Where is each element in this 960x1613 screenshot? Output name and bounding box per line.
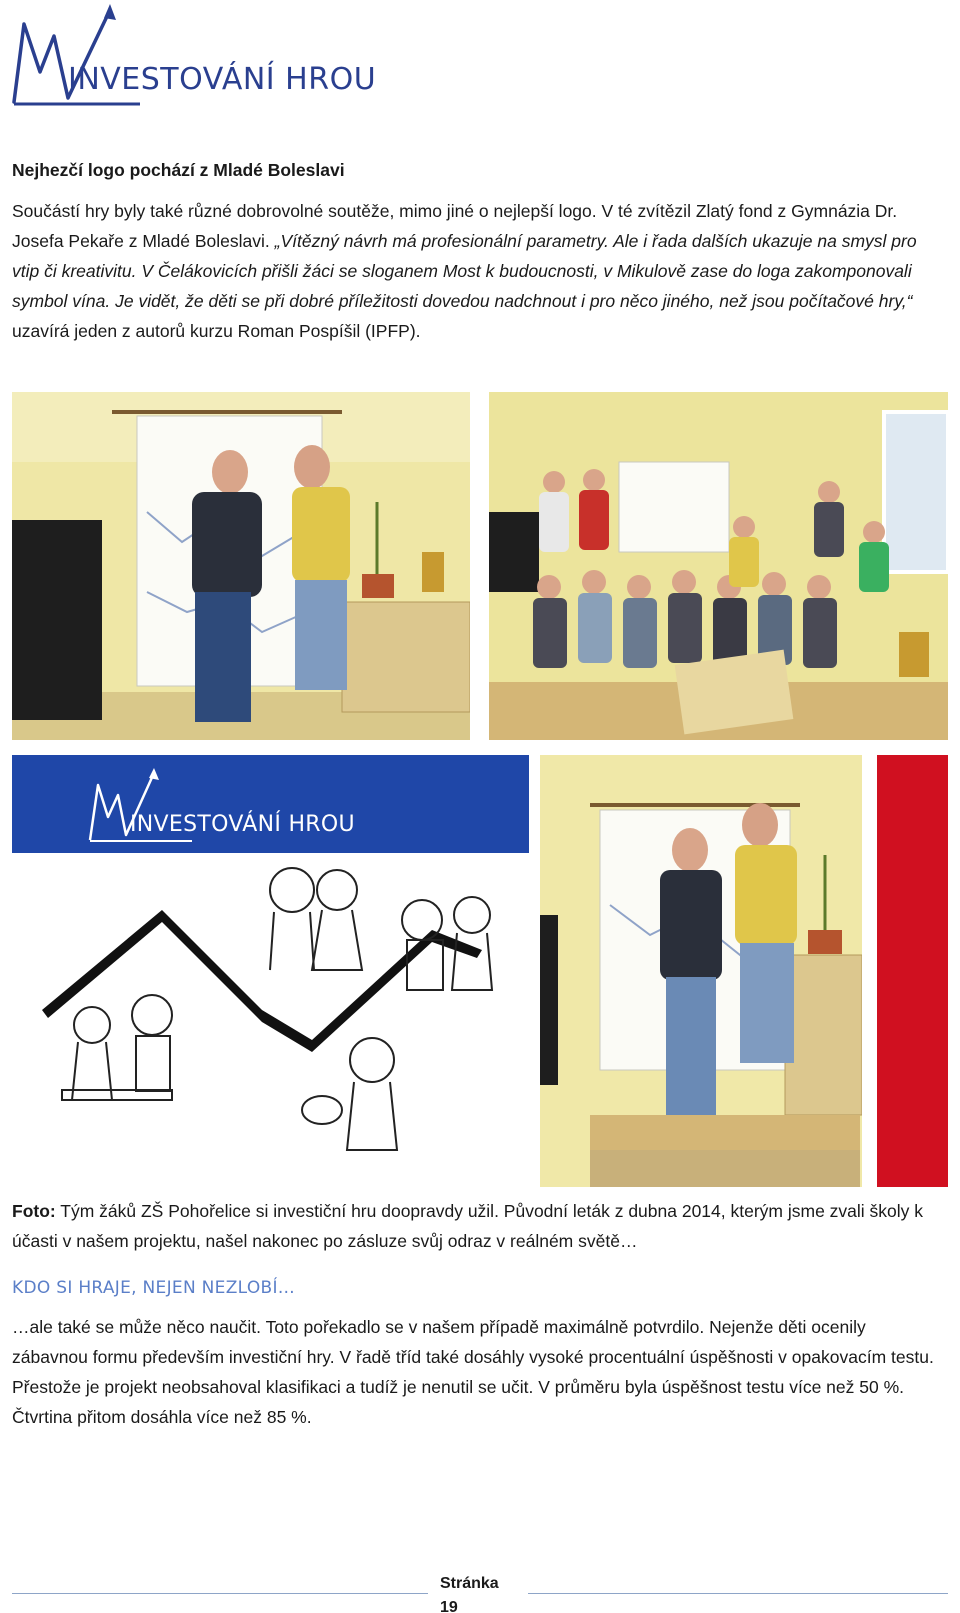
- photo-class-group: [489, 392, 948, 740]
- caption-label: Foto:: [12, 1201, 56, 1221]
- page-label: Stránka: [440, 1575, 499, 1592]
- logo-text: INVESTOVÁNÍ HROU: [68, 62, 377, 97]
- page-number: [440, 1572, 520, 1613]
- flyer-cartoon-illustration: [12, 860, 529, 1160]
- photo-two-boys-at-poster: [12, 392, 470, 740]
- article-paragraph: [12, 196, 942, 346]
- cartoon-graphic: [12, 860, 529, 1160]
- flyer-blue-band: [12, 755, 529, 853]
- flyer-logo-graphic: [12, 755, 529, 853]
- photo-illustration: [12, 392, 470, 740]
- flyer-band-text: INVESTOVÁNÍ HROU: [130, 812, 355, 837]
- footer-rule-left: [12, 1593, 428, 1594]
- photo-illustration: [489, 392, 948, 740]
- investovani-hrou-logo: [10, 2, 400, 110]
- flyer-red-band: [877, 755, 948, 1187]
- paragraph-text-end: uzavírá jeden z autorů kurzu Roman Pospíšil (IPFP).: [12, 321, 421, 341]
- photo-illustration: [540, 755, 862, 1187]
- footer-rule-right: [528, 1593, 948, 1594]
- paragraph-quote: „Vítězný návrh má profesionální parametry. Ale i řada dalších ukazuje na smysl pro vtip či kreativitu. V Čelákovicích přišli žáci se sloganem Most k budoucnosti, v Mikulově zase do loga zakomponovali symbol vína. Je vidět, že děti se při dobré příležitosti dovedou nadchnout i pro něco jiného, než jsou počítačové hry,“: [12, 231, 917, 311]
- section-subheading: KDO SI HRAJE, NEJEN NEZLOBÍ…: [12, 1278, 296, 1298]
- section-paragraph: …ale také se může něco naučit. Toto pořekadlo se v našem případě maximálně potvrdilo. Nejenže děti ocenily zábavnou formu především investiční hry. V řadě tříd také dosáhly vysoké procentuální úspěšnosti v opakovacím testu. Přestože je projekt neobsahoval klasifikaci a tudíž je nenutil se učit. V průměru byla úspěšnost testu více než 50 %. Čtvrtina přitom dosáhla více než 85 %.: [12, 1317, 934, 1427]
- photo-two-boys-on-table: [540, 755, 862, 1187]
- page-number-value: 19: [440, 1599, 458, 1613]
- article-heading: Nejhezčí logo pochází z Mladé Boleslavi: [12, 160, 345, 180]
- paragraph-text: Součástí hry byly také různé dobrovolné soutěže, mimo jiné o nejlepší logo. V té zvítězil Zlatý fond z Gymnázia Dr. Josefa Pekaře z Mladé Boleslavi.: [12, 201, 898, 251]
- caption-text: Tým žáků ZŠ Pohořelice si investiční hru doopravdy užil. Původní leták z dubna 2014, kterým jsme zvali školy k účasti v našem projektu, našel nakonec po zásluze svůj odraz v reálném světě…: [12, 1201, 924, 1251]
- photo-caption: [12, 1196, 942, 1256]
